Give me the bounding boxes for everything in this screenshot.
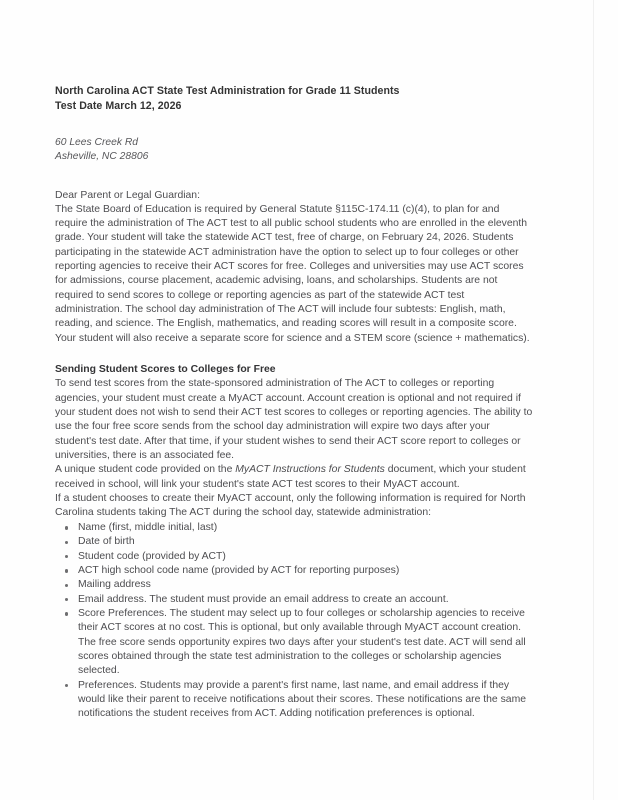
recipient-address	[55, 136, 533, 164]
bullet-dot-icon	[65, 555, 68, 558]
bullet-dot-icon	[65, 584, 68, 587]
bullet-dot-icon	[65, 526, 68, 529]
required-info-list	[55, 521, 533, 722]
list-item	[55, 679, 533, 722]
paragraph-intro: The State Board of Education is required by General Statute §115C-174.11 (c)(4), to plan for and require the administration of The ACT test to all public school students who are enrolled in the eleventh grade. Your student will take the statewide ACT test, free of charge, on February 24, 2026. Students participating in the statewide ACT administration have the option to select up to four colleges or other reporting agencies to receive their ACT scores for free. Colleges and universities may use ACT scores for admissions, course placement, academic advising, loans, and scholarships. Students are not required to send scores to college or reporting agencies as part of the statewide ACT test administration. The school day administration of The ACT will include four subtests: English, math, reading, and science. The English, mathematics, and reading scores will result in a composite score. Your student will also receive a separate score for science and a STEM score (science + mathematics).	[55, 203, 530, 344]
paragraph-required-info: If a student chooses to create their MyACT account, only the following information is required for North Carolina students taking The ACT during the school day, statewide administration:	[55, 493, 526, 519]
title-line-1: North Carolina ACT State Test Administration for Grade 11 Students	[55, 85, 400, 97]
list-item	[55, 535, 533, 549]
bullet-dot-icon	[65, 684, 68, 687]
bullet-dot-icon	[65, 569, 68, 572]
paragraph-student-code	[55, 463, 533, 492]
salutation: Dear Parent or Legal Guardian:	[55, 189, 200, 201]
list-item-text: Preferences. Students may provide a parent's first name, last name, and email address if they would like their parent to receive notifications about their scores. These notifications are the same notifications the student receives from ACT. Adding notification preferences is optional.	[78, 679, 526, 720]
page-title	[55, 84, 533, 115]
list-item-text: Date of birth	[78, 536, 135, 548]
student-code-post: document, which your student received in school, will link your student's state ACT test scores to their MyACT account.	[55, 464, 526, 490]
list-item-text: Name (first, middle initial, last)	[78, 521, 218, 533]
list-item	[55, 521, 533, 535]
list-item-text: Score Preferences. The student may select up to four colleges or scholarship agencies to receive their ACT scores at no cost. This is optional, but only available through MyACT account creation. The free score sends opportunity expires two days after your student's test date. ACT will send all scores obtained through the state test administration to the colleges or scholarship agencies selected.	[78, 607, 526, 677]
section-heading-sending-scores: Sending Student Scores to Colleges for Free	[55, 364, 276, 376]
list-item	[55, 593, 533, 607]
title-line-2: Test Date March 12, 2026	[55, 100, 182, 113]
student-code-pre: A unique student code provided on the	[55, 464, 236, 476]
bullet-dot-icon	[65, 541, 68, 544]
list-item-text: Email address. The student must provide an email address to create an account.	[78, 593, 449, 605]
address-street: 60 Lees Creek Rd	[55, 136, 138, 148]
scan-edge-line	[593, 0, 594, 800]
list-item	[55, 578, 533, 592]
list-item-text: Student code (provided by ACT)	[78, 550, 226, 562]
list-item	[55, 607, 533, 679]
myact-instructions-title: MyACT Instructions for Students	[235, 464, 385, 476]
list-item	[55, 564, 533, 578]
letter-content	[55, 84, 533, 722]
list-item	[55, 550, 533, 564]
paragraph-sending-scores: To send test scores from the state-sponsored administration of The ACT to colleges or reporting agencies, your student must create a MyACT account. Account creation is optional and not required if your student does not wish to send their ACT test scores to colleges or reporting agencies. The ability to use the four free score sends from the school day administration will expire two days after your student's test date. After that time, if your student wishes to send their ACT score report to colleges or universities, there is an associated fee.	[55, 378, 533, 462]
bullet-dot-icon	[65, 612, 68, 615]
list-item-text: Mailing address	[78, 579, 151, 591]
list-item-text: ACT high school code name (provided by ACT for reporting purposes)	[78, 564, 400, 576]
bullet-dot-icon	[65, 598, 68, 601]
address-city-state-zip: Asheville, NC 28806	[55, 150, 149, 162]
